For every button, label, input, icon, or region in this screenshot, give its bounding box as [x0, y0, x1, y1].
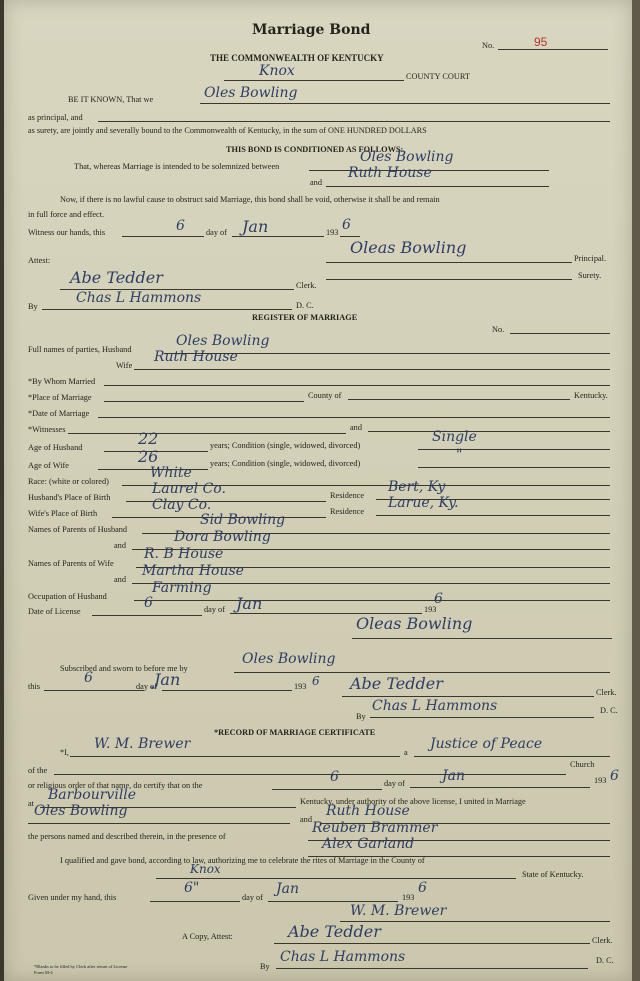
- county-handwritten: Knox: [259, 63, 295, 79]
- license-year-handwritten: 6: [434, 591, 443, 607]
- parents-wife-label: Names of Parents of Wife: [28, 559, 114, 568]
- husband-residence-handwritten: Bert, Ky: [388, 479, 446, 495]
- husband-name-handwritten: Oles Bowling: [176, 333, 270, 349]
- by-whom-married-label: *By Whom Married: [28, 377, 96, 386]
- subscribed-label: Subscribed and sworn to before me by: [60, 664, 188, 673]
- in-full-force-text: in full force and effect.: [28, 210, 105, 219]
- whereas-text: That, whereas Marriage is intended to be solemnized between: [74, 162, 280, 171]
- cert-deputy-handwritten: Chas L Hammons: [280, 949, 406, 965]
- parents-husband-and: and: [114, 541, 126, 550]
- church-label: Church: [570, 760, 595, 769]
- principal-name-handwritten: Oles Bowling: [204, 85, 298, 101]
- certificate-heading: *RECORD OF MARRIAGE CERTIFICATE: [214, 728, 376, 737]
- father-wife-handwritten: R. B House: [144, 546, 224, 562]
- kentucky-under-text: Kentucky, under authority of the above license, I united in Marriage: [300, 797, 526, 806]
- wife-label: Wife: [116, 361, 133, 370]
- by-label: By: [28, 302, 38, 311]
- father-husband-handwritten: Sid Bowling: [200, 512, 286, 528]
- license-year-prefix: 193: [424, 605, 437, 614]
- copy-attest-label: A Copy, Attest:: [182, 932, 233, 941]
- officiant-title-handwritten: Justice of Peace: [430, 736, 543, 752]
- party1-handwritten: Oles Bowling: [360, 149, 454, 165]
- sworn-day-of: day of: [136, 682, 157, 691]
- race-label: Race: (white or colored): [28, 477, 109, 486]
- witness-label: Witness our hands, this: [28, 228, 106, 237]
- register-clerk-label: Clerk.: [596, 688, 617, 697]
- register-deputy-handwritten: Chas L Hammons: [372, 698, 498, 714]
- cert-year-prefix: 193: [594, 776, 607, 785]
- of-the-label: of the: [28, 766, 48, 775]
- license-day-handwritten: 6: [144, 595, 153, 611]
- condition-husband-label: years; Condition (single, widowed, divorced): [210, 441, 361, 450]
- cert-a-label: a: [404, 748, 408, 757]
- now-if-text: Now, if there is no lawful cause to obstruct said Marriage, this bond shall be void, otherwise it shall be and remain: [60, 195, 440, 204]
- license-month-handwritten: Jan: [236, 594, 263, 613]
- husband-birth-label: Husband's Place of Birth: [28, 493, 111, 502]
- given-day-handwritten: 6": [184, 880, 200, 896]
- wife-residence-label: Residence: [330, 507, 365, 516]
- marriage-bond-document: [4, 0, 632, 981]
- given-year-prefix: 193: [402, 893, 415, 902]
- religious-order-text: or religious order of that name, do certify that on the: [28, 781, 203, 790]
- husband-residence-label: Residence: [330, 491, 365, 500]
- witnesses-and-label: and: [350, 423, 362, 432]
- cert-i-label: *I,: [60, 748, 69, 757]
- given-day-of: day of: [242, 893, 263, 902]
- date-of-marriage-label: *Date of Marriage: [28, 409, 90, 418]
- condition-wife-handwritten: ": [456, 447, 463, 463]
- minister-signature: W. M. Brewer: [350, 903, 447, 919]
- occupation-label: Occupation of Husband: [28, 592, 107, 601]
- wife-birth-label: Wife's Place of Birth: [28, 509, 98, 518]
- deputy-clerk-handwritten: Chas L Hammons: [76, 290, 202, 306]
- qualified-text: I qualified and gave bond, according to law, authorizing me to celebrate the rites of Marriage in the County of: [60, 856, 425, 865]
- register-dc-label: D. C.: [600, 706, 618, 715]
- bond-number-label: No.: [482, 41, 495, 50]
- cert-day-of: day of: [384, 779, 405, 788]
- as-surety-text: as surety, are jointly and severally bound to the Commonwealth of Kentucky, in the sum of ONE HUNDRED DOLLARS: [28, 126, 427, 135]
- age-husband-handwritten: 22: [138, 429, 159, 448]
- groom-handwritten: Oles Bowling: [34, 803, 128, 819]
- cert-and-label: and: [300, 815, 312, 824]
- cert-by-label: By: [260, 962, 270, 971]
- county-court-label: COUNTY COURT: [406, 72, 470, 81]
- as-principal-label: as principal, and: [28, 113, 83, 122]
- age-wife-label: Age of Wife: [28, 461, 69, 470]
- witness-month-handwritten: Jan: [242, 217, 269, 236]
- place-of-marriage-label: *Place of Marriage: [28, 393, 92, 402]
- footnote-blanks: *Blanks to be filled by Clerk after return of License: [34, 964, 128, 969]
- license-day-of: day of: [204, 605, 225, 614]
- cert-year-handwritten: 6: [610, 768, 619, 784]
- cert-month-handwritten: Jan: [442, 768, 465, 784]
- cert-dc-label: D. C.: [596, 956, 614, 965]
- witnesses-label: *Witnesses: [28, 425, 66, 434]
- kentucky-label: Kentucky.: [574, 391, 608, 400]
- surety-label: Surety.: [578, 271, 602, 280]
- clerk-label: Clerk.: [296, 281, 317, 290]
- principal-label: Principal.: [574, 254, 607, 263]
- clerk-handwritten: Abe Tedder: [70, 268, 163, 287]
- condition-husband-handwritten: Single: [432, 429, 477, 445]
- register-by-label: By: [356, 712, 366, 721]
- sworn-month-handwritten: Jan: [154, 670, 181, 689]
- commonwealth-heading: THE COMMONWEALTH OF KENTUCKY: [210, 53, 384, 63]
- occupation-handwritten: Farming: [152, 580, 212, 596]
- sworn-by-handwritten: Oles Bowling: [242, 651, 336, 667]
- register-clerk-handwritten: Abe Tedder: [350, 674, 443, 693]
- wife-birth-handwritten: Clay Co.: [152, 497, 212, 513]
- at-label: at: [28, 799, 34, 808]
- year-prefix: 193: [326, 228, 339, 237]
- and-label: and: [310, 178, 322, 187]
- cert-witness1-handwritten: Reuben Brammer: [312, 820, 438, 836]
- state-kentucky-label: State of Kentucky.: [522, 870, 584, 879]
- cert-county-handwritten: Knox: [190, 862, 221, 876]
- cert-place-handwritten: Barbourville: [48, 787, 137, 803]
- age-husband-label: Age of Husband: [28, 443, 83, 452]
- parents-husband-label: Names of Parents of Husband: [28, 525, 128, 534]
- be-it-known-label: BE IT KNOWN, That we: [68, 95, 154, 104]
- full-names-label: Full names of parties, Husband: [28, 345, 132, 354]
- party2-handwritten: Ruth House: [348, 165, 432, 181]
- document-title: Marriage Bond: [252, 22, 371, 38]
- register-heading: REGISTER OF MARRIAGE: [252, 313, 358, 322]
- bond-number: 95: [534, 35, 548, 49]
- bride-handwritten: Ruth House: [326, 803, 410, 819]
- cert-witness2-handwritten: Alex Garland: [322, 836, 415, 852]
- persons-named-text: the persons named and described therein, in the presence of: [28, 832, 226, 841]
- register-no-label: No.: [492, 325, 505, 334]
- given-label: Given under my hand, this: [28, 893, 117, 902]
- wife-residence-handwritten: Larue, Ky.: [388, 495, 459, 511]
- date-license-label: Date of License: [28, 607, 81, 616]
- sworn-day-handwritten: 6: [84, 670, 93, 686]
- wife-name-handwritten: Ruth House: [154, 349, 238, 365]
- cert-clerk-label: Clerk.: [592, 936, 613, 945]
- age-wife-handwritten: 26: [138, 447, 159, 466]
- mother-husband-handwritten: Dora Bowling: [174, 529, 271, 545]
- conditions-heading: THIS BOND IS CONDITIONED AS FOLLOWS:: [226, 145, 404, 154]
- dc-label: D. C.: [296, 301, 314, 310]
- mother-wife-handwritten: Martha House: [142, 563, 244, 579]
- sworn-year-prefix: 193: [294, 682, 307, 691]
- sworn-year-handwritten: 6: [312, 674, 320, 688]
- sworn-this-label: this: [28, 682, 40, 691]
- race-handwritten: White: [150, 465, 192, 481]
- footnote-form: Form M-4: [34, 970, 53, 975]
- parents-wife-and: and: [114, 575, 126, 584]
- given-month-handwritten: Jan: [276, 881, 299, 897]
- officiant-handwritten: W. M. Brewer: [94, 736, 191, 752]
- condition-wife-label: years; Condition (single, widowed, divorced): [210, 459, 361, 468]
- husband-birth-handwritten: Laurel Co.: [152, 481, 226, 497]
- county-of-label: County of: [308, 391, 342, 400]
- given-year-handwritten: 6: [418, 880, 427, 896]
- cert-day-handwritten: 6: [330, 769, 339, 785]
- cert-clerk-handwritten: Abe Tedder: [288, 922, 381, 941]
- day-of-label: day of: [206, 228, 227, 237]
- principal-signature: Oleas Bowling: [350, 238, 467, 257]
- license-applicant-signature: Oleas Bowling: [356, 614, 473, 633]
- witness-year-handwritten: 6: [342, 217, 351, 233]
- attest-label: Attest:: [28, 256, 51, 265]
- witness-day-handwritten: 6: [176, 218, 185, 234]
